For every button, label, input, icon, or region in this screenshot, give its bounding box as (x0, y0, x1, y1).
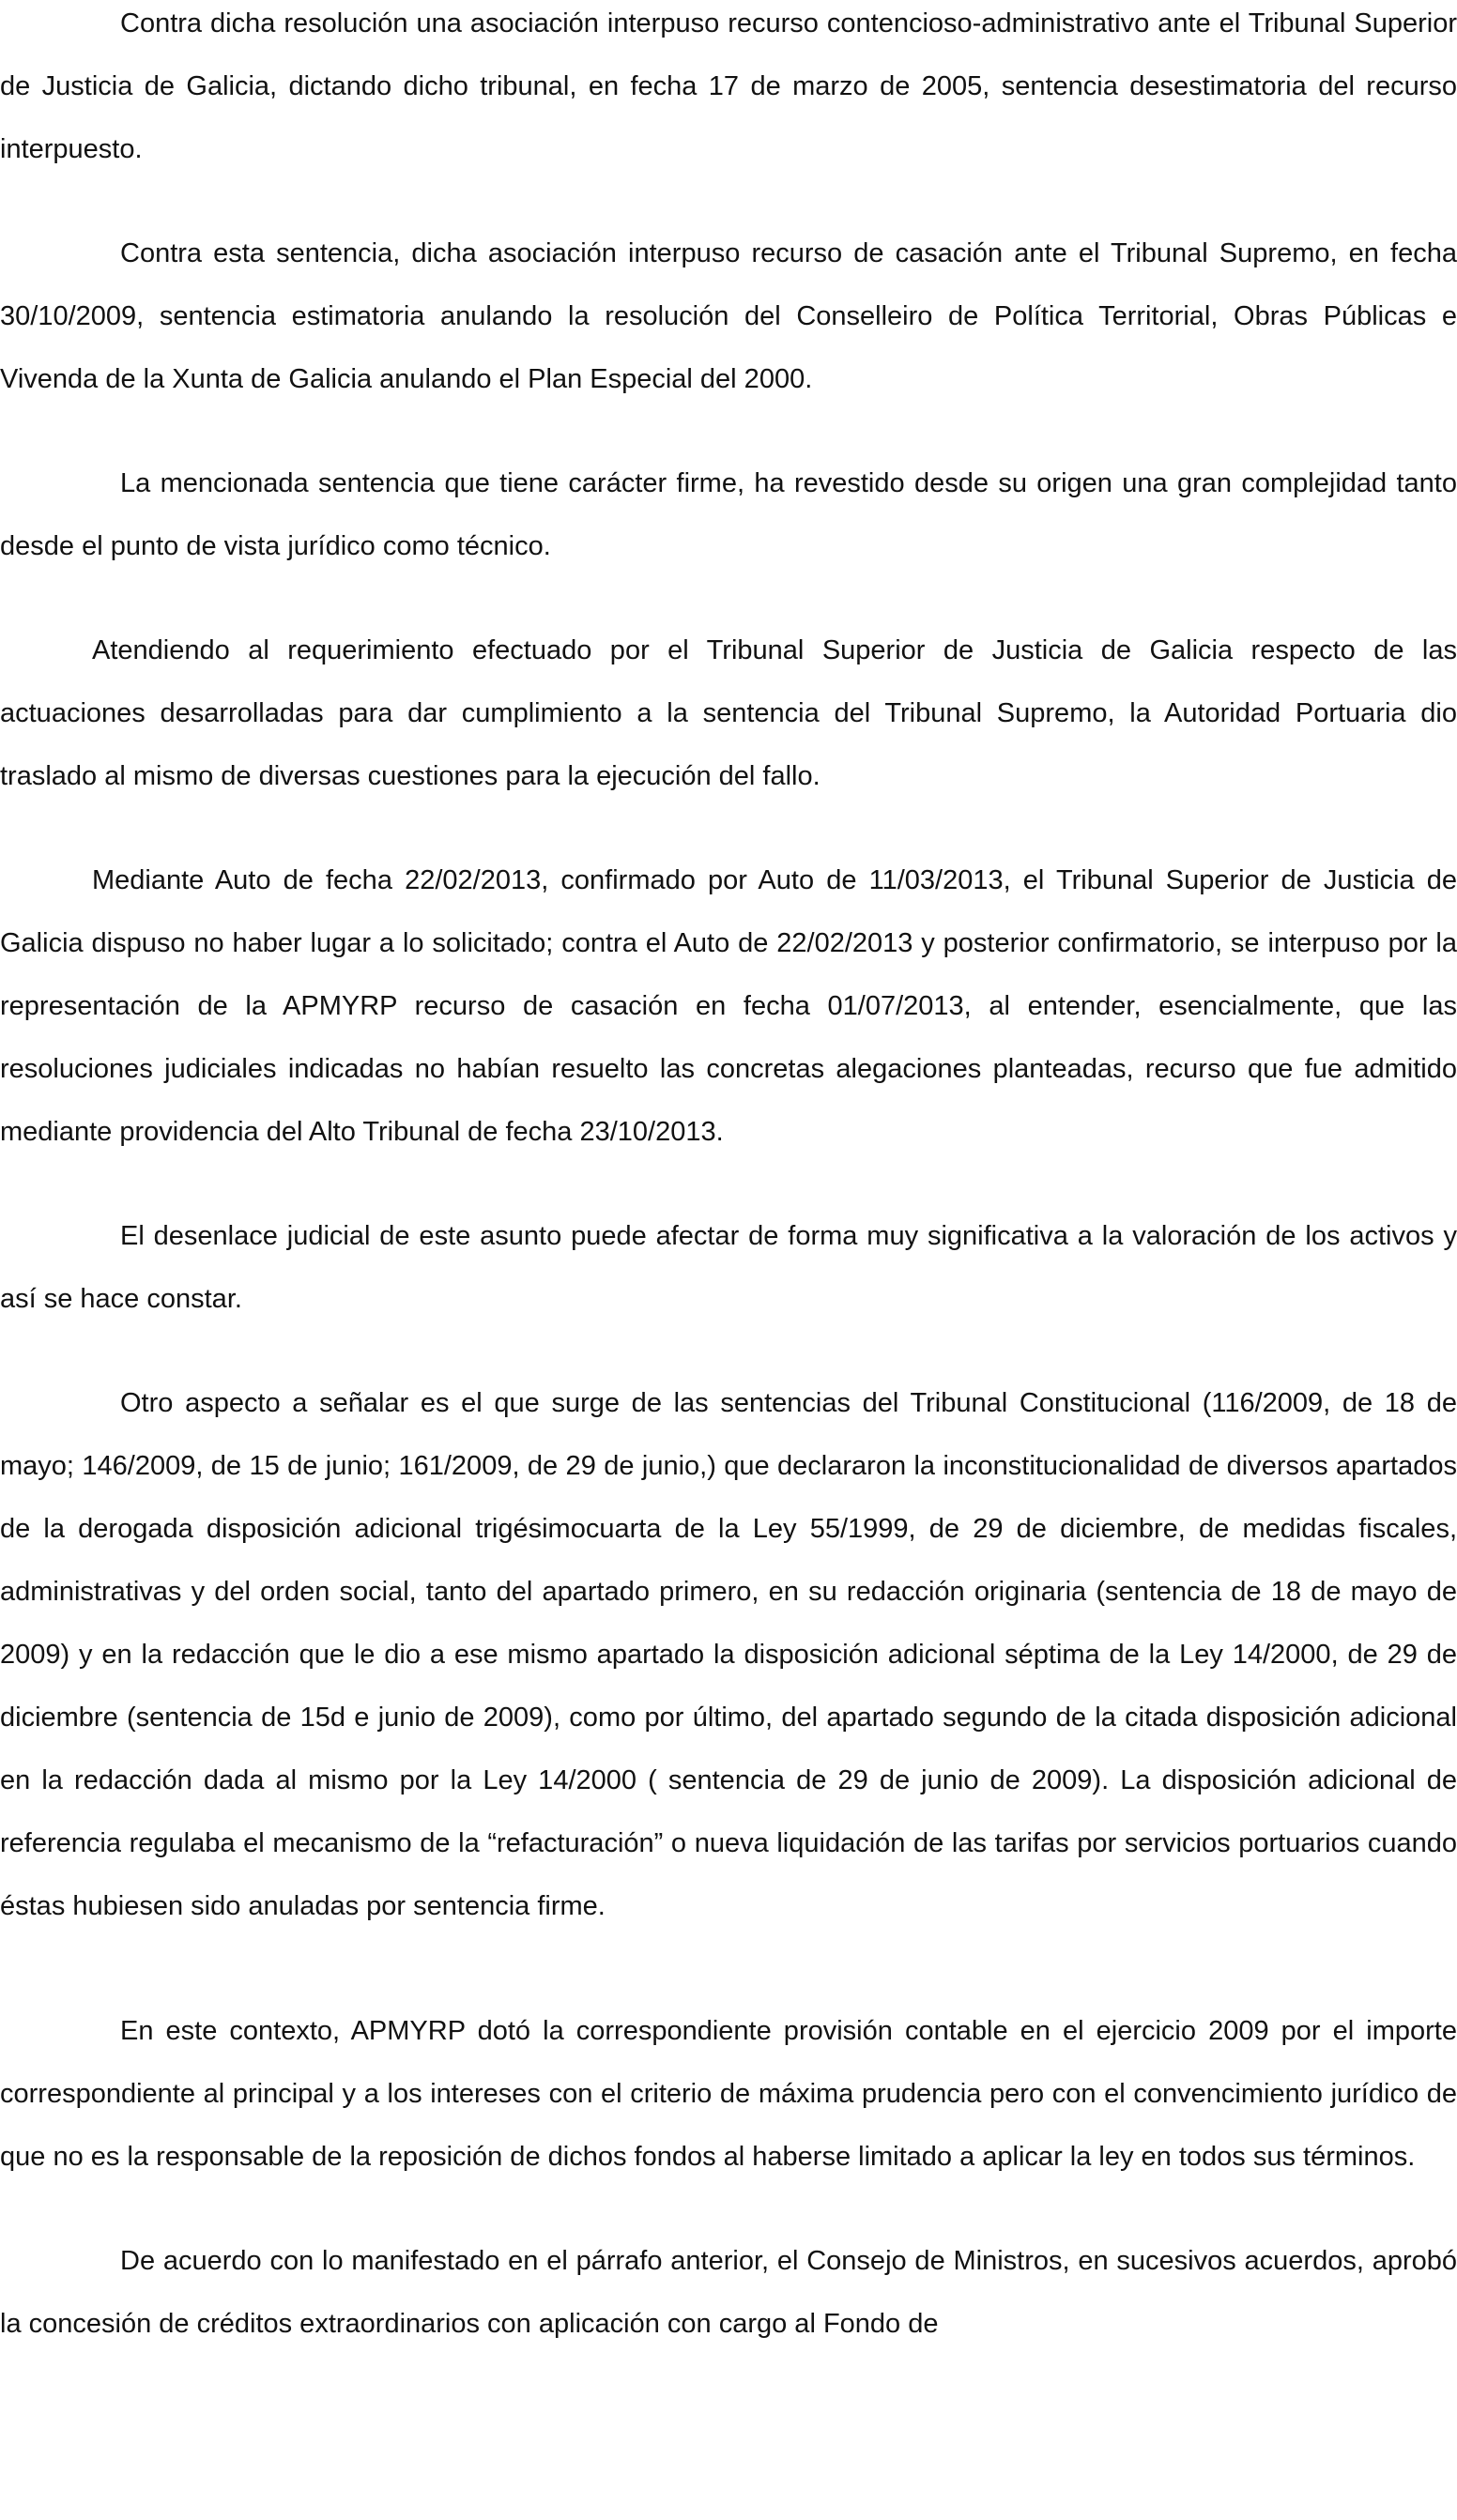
paragraph-5: Mediante Auto de fecha 22/02/2013, confirmado por Auto de 11/03/2013, el Tribunal Superior de Justicia de Galicia dispuso no haber lugar a lo solicitado; contra el Auto de 22/02/2013 y posterior confirmatorio, se interpuso por la representación de la APMYRP recurso de casación en fecha 01/07/2013, al entender, esencialmente, que las resoluciones judiciales indicadas no habían resuelto las concretas alegaciones planteadas, recurso que fue admitido mediante providencia del Alto Tribunal de fecha 23/10/2013. (0, 865, 1457, 1147)
paragraph-9: De acuerdo con lo manifestado en el párrafo anterior, el Consejo de Ministros, en sucesivos acuerdos, aprobó la concesión de créditos extraordinarios con aplicación con cargo al Fondo de (0, 2246, 1457, 2339)
paragraph-7: Otro aspecto a señalar es el que surge de las sentencias del Tribunal Constitucional (116/2009, de 18 de mayo; 146/2009, de 15 de junio; 161/2009, de 29 de junio,) que declararon la inconstitucionalidad de diversos apartados de la derogada disposición adicional trigésimocuarta de la Ley 55/1999, de 29 de diciembre, de medidas fiscales, administrativas y del orden social, tanto del apartado primero, en su redacción originaria (sentencia de 18 de mayo de 2009) y en la redacción que le dio a ese mismo apartado la disposición adicional séptima de la Ley 14/2000, de 29 de diciembre (sentencia de 15d e junio de 2009), como por último, del apartado segundo de la citada disposición adicional en la redacción dada al mismo por la Ley 14/2000 ( sentencia de 29 de junio de 2009). La disposición adicional de referencia regulaba el mecanismo de la “refacturación” o nueva liquidación de las tarifas por servicios portuarios cuando éstas hubiesen sido anuladas por sentencia firme. (0, 1388, 1457, 1921)
paragraph-2: Contra esta sentencia, dicha asociación interpuso recurso de casación ante el Tribunal Supremo, en fecha 30/10/2009, sentencia estimatoria anulando la resolución del Conselleiro de Política Territorial, Obras Públicas e Vivenda de la Xunta de Galicia anulando el Plan Especial del 2000. (0, 238, 1457, 394)
paragraph-4: Atendiendo al requerimiento efectuado por el Tribunal Superior de Justicia de Galicia respecto de las actuaciones desarrolladas para dar cumplimiento a la sentencia del Tribunal Supremo, la Autoridad Portuaria dio traslado al mismo de diversas cuestiones para la ejecución del fallo. (0, 635, 1457, 791)
paragraph-6: El desenlace judicial de este asunto puede afectar de forma muy significativa a la valoración de los activos y así se hace constar. (0, 1221, 1457, 1314)
paragraph-3: La mencionada sentencia que tiene carácter firme, ha revestido desde su origen una gran complejidad tanto desde el punto de vista jurídico como técnico. (0, 468, 1457, 561)
paragraph-8: En este contexto, APMYRP dotó la correspondiente provisión contable en el ejercicio 2009 por el importe correspondiente al principal y a los intereses con el criterio de máxima prudencia pero con el convencimiento jurídico de que no es la responsable de la reposición de dichos fondos al haberse limitado a aplicar la ley en todos sus términos. (0, 2016, 1457, 2172)
paragraph-1: Contra dicha resolución una asociación interpuso recurso contencioso-administrativo ante el Tribunal Superior de Justicia de Galicia, dictando dicho tribunal, en fecha 17 de marzo de 2005, sentencia desestimatoria del recurso interpuesto. (0, 8, 1457, 164)
